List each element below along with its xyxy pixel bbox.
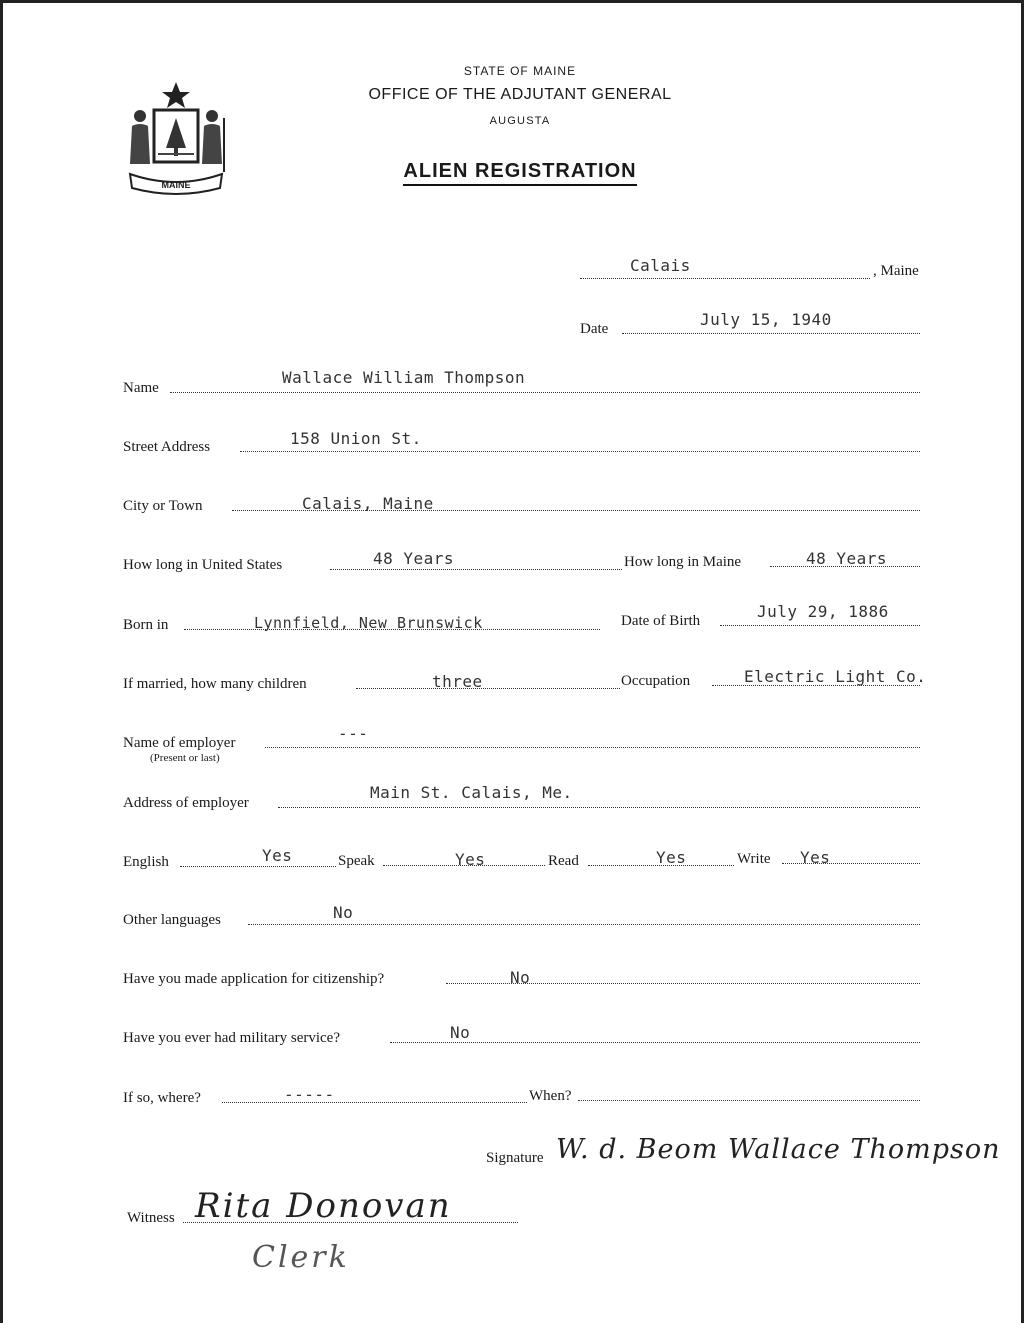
english-label: English [123, 854, 169, 870]
city-label: City or Town [123, 498, 203, 514]
born-label: Born in [123, 617, 169, 633]
where-label: If so, where? [123, 1090, 201, 1106]
write-value: Yes [800, 848, 831, 867]
employer-line [265, 747, 920, 748]
maine-years-label: How long in Maine [624, 554, 742, 570]
us-years-value: 48 Years [373, 549, 455, 568]
name-label: Name [123, 380, 159, 396]
read-value: Yes [656, 848, 687, 867]
other-languages-line [248, 924, 920, 925]
office-heading: OFFICE OF THE ADJUTANT GENERAL [368, 86, 672, 103]
speak-value: Yes [455, 850, 486, 869]
employer-sublabel: (Present or last) [150, 752, 220, 764]
street-label: Street Address [123, 439, 211, 455]
witness-label: Witness [127, 1210, 175, 1226]
maine-years-value: 48 Years [806, 549, 888, 568]
signature-label: Signature [486, 1150, 544, 1166]
date-value: July 15, 1940 [700, 310, 832, 329]
citizenship-value: No [510, 968, 531, 987]
date-label: Date [580, 321, 609, 337]
employer-label: Name of employer [123, 735, 236, 751]
place-value: Calais [630, 256, 691, 275]
employer-address-line [278, 807, 920, 808]
occupation-label: Occupation [621, 673, 691, 689]
city-value: Calais, Maine [302, 494, 434, 513]
children-line [356, 688, 620, 689]
other-languages-label: Other languages [123, 912, 221, 928]
read-label: Read [548, 853, 579, 869]
dob-label: Date of Birth [621, 613, 701, 629]
street-value: 158 Union St. [290, 429, 422, 448]
us-years-label: How long in United States [123, 557, 283, 573]
signature-value: W. d. Beom Wallace Thompson [556, 1134, 1001, 1165]
citizenship-label: Have you made application for citizenship? [123, 971, 385, 987]
employer-address-label: Address of employer [123, 795, 249, 811]
military-label: Have you ever had military service? [123, 1030, 340, 1046]
other-languages-value: No [333, 903, 354, 922]
witness-title: Clerk [252, 1240, 350, 1275]
form-title-text: ALIEN REGISTRATION [403, 160, 636, 186]
name-value: Wallace William Thompson [282, 368, 526, 387]
when-line [578, 1100, 920, 1101]
born-value: Lynnfield, New Brunswick [254, 614, 483, 632]
form-title [300, 160, 740, 183]
state-seal-icon [124, 78, 228, 198]
name-line [170, 392, 920, 393]
state-heading: STATE OF MAINE [463, 64, 577, 78]
children-label: If married, how many children [123, 676, 307, 692]
military-value: No [450, 1023, 471, 1042]
employer-value: --- [338, 724, 369, 743]
dob-value: July 29, 1886 [757, 602, 889, 621]
employer-address-value: Main St. Calais, Me. [370, 783, 573, 802]
city-heading: AUGUSTA [489, 115, 551, 127]
where-value: ----- [284, 1085, 335, 1104]
witness-signature: Rita Donovan [195, 1186, 452, 1226]
english-line [180, 866, 336, 867]
military-line [390, 1042, 920, 1043]
write-label: Write [737, 851, 771, 867]
occupation-value: Electric Light Co. [744, 667, 927, 686]
date-line [622, 333, 920, 334]
children-value: three [432, 672, 483, 691]
place-line [580, 278, 870, 279]
english-value: Yes [262, 846, 293, 865]
speak-label: Speak [338, 853, 375, 869]
where-line [222, 1102, 527, 1103]
us-years-line [330, 569, 622, 570]
dob-line [720, 625, 920, 626]
street-line [240, 451, 920, 452]
when-label: When? [529, 1088, 572, 1104]
place-suffix: , Maine [873, 263, 919, 279]
seal-text: MAINE [161, 180, 191, 190]
